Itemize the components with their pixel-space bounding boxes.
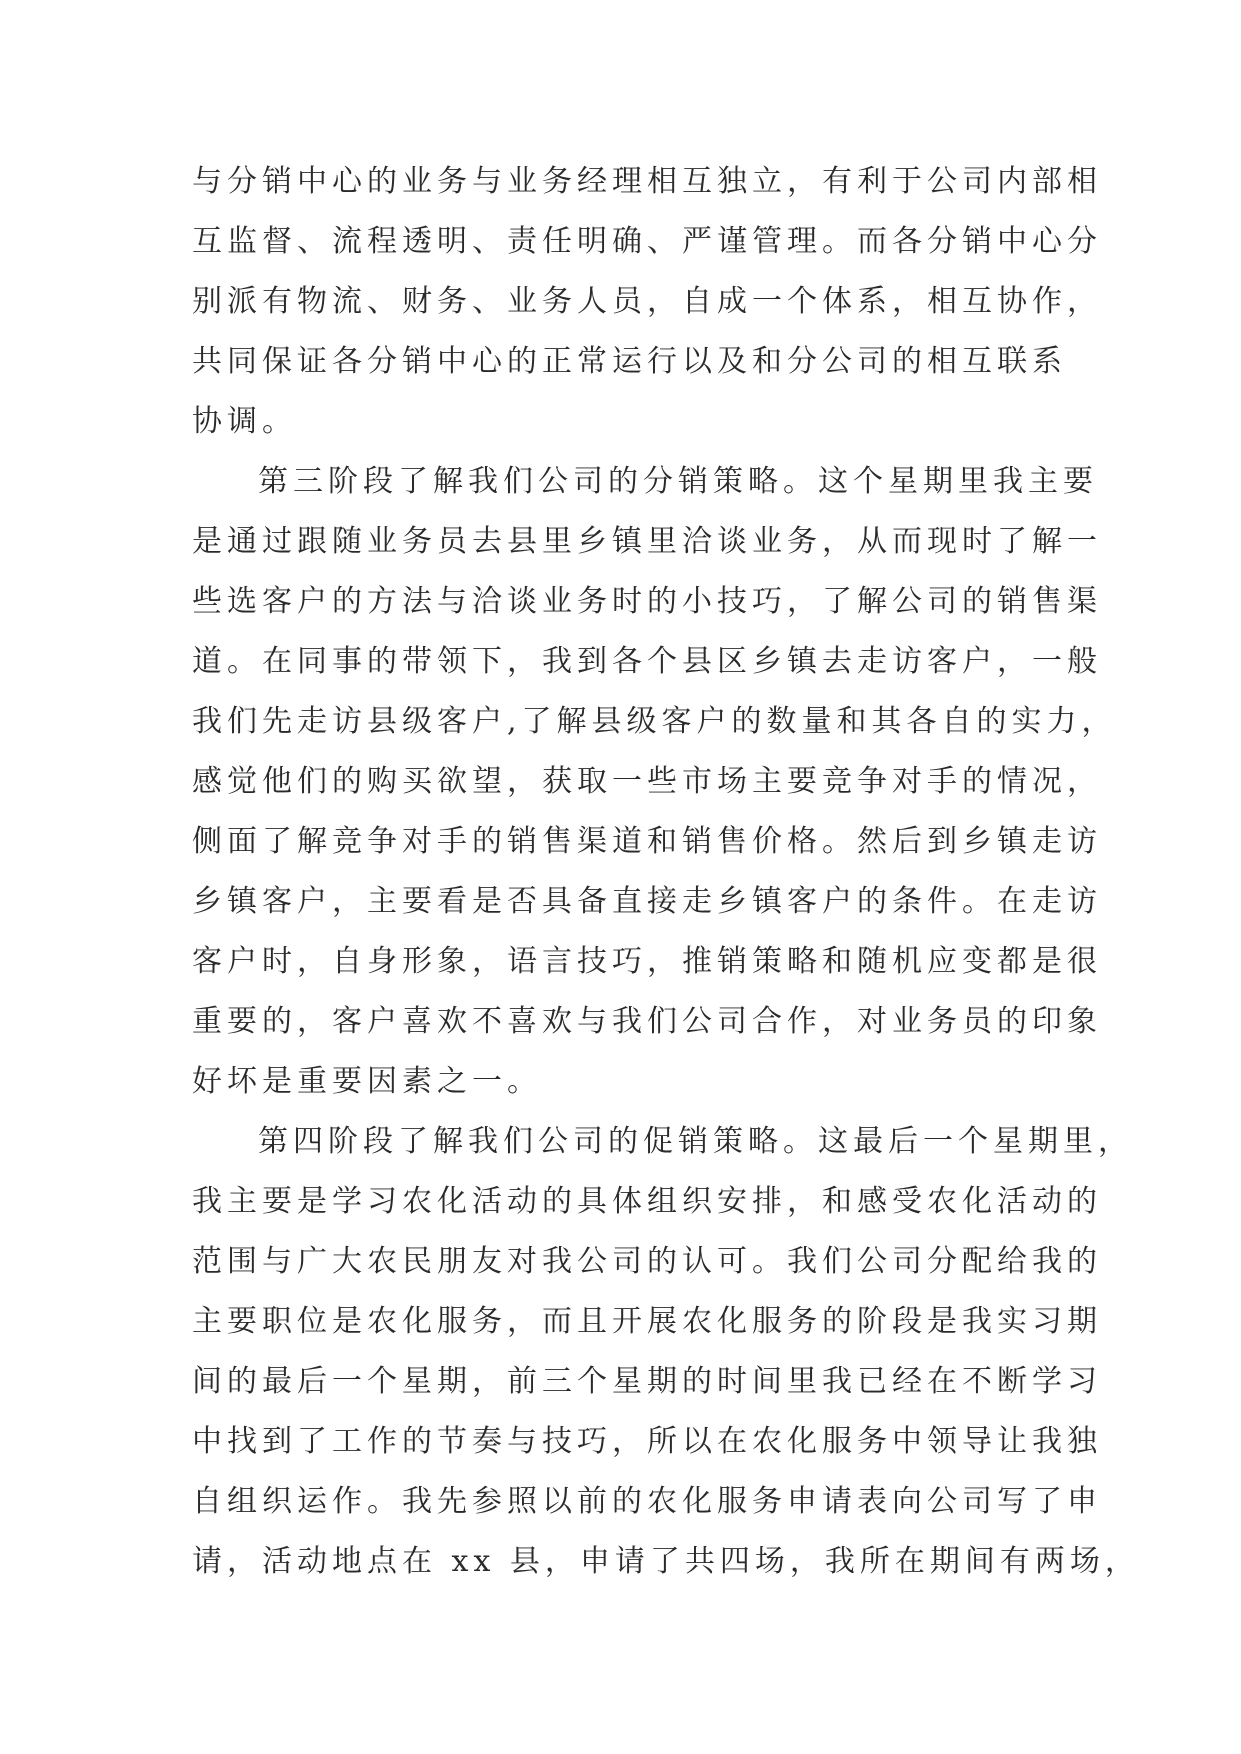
text-line: 侧面了解竞争对手的销售渠道和销售价格。然后到乡镇走访: [192, 824, 1102, 859]
text-line: 第三阶段了解我们公司的分销策略。这个星期里我主要: [258, 464, 1098, 499]
text-line: 间的最后一个星期，前三个星期的时间里我已经在不断学习: [192, 1364, 1102, 1399]
text-line: 共同保证各分销中心的正常运行以及和分公司的相互联系: [192, 344, 1067, 379]
text-line: 乡镇客户，主要看是否具备直接走乡镇客户的条件。在走访: [192, 884, 1102, 919]
paragraph: [192, 1112, 1140, 1592]
text-line: 与分销中心的业务与业务经理相互独立，有利于公司内部相: [192, 164, 1102, 199]
text-line: 范围与广大农民朋友对我公司的认可。我们公司分配给我的: [192, 1244, 1102, 1279]
text-line: 别派有物流、财务、业务人员，自成一个体系，相互协作，: [192, 284, 1102, 319]
paragraph: [192, 452, 1117, 1112]
text-line: 自组织运作。我先参照以前的农化服务申请表向公司写了申: [192, 1484, 1102, 1519]
text-line: 我们先走访县级客户,了解县级客户的数量和其各自的实力，: [192, 704, 1117, 739]
text-line: 我主要是学习农化活动的具体组织安排，和感受农化活动的: [192, 1184, 1102, 1219]
text-line: 第四阶段了解我们公司的促销策略。这最后一个星期里，: [258, 1124, 1133, 1159]
text-line: 感觉他们的购买欲望，获取一些市场主要竞争对手的情况，: [192, 764, 1102, 799]
text-line: 主要职位是农化服务，而且开展农化服务的阶段是我实习期: [192, 1304, 1102, 1339]
paragraph: [192, 152, 1102, 452]
text-line: 重要的，客户喜欢不喜欢与我们公司合作，对业务员的印象: [192, 1004, 1102, 1039]
text-line: 些选客户的方法与洽谈业务时的小技巧，了解公司的销售渠: [192, 584, 1102, 619]
text-line: 好坏是重要因素之一。: [192, 1064, 542, 1099]
text-line: 互监督、流程透明、责任明确、严谨管理。而各分销中心分: [192, 224, 1102, 259]
text-line: 协调。: [192, 404, 297, 439]
text-line: 中找到了工作的节奏与技巧，所以在农化服务中领导让我独: [192, 1424, 1102, 1459]
text-line: 客户时，自身形象，语言技巧，推销策略和随机应变都是很: [192, 944, 1102, 979]
body-text: [192, 152, 1140, 1592]
text-line: 是通过跟随业务员去县里乡镇里洽谈业务，从而现时了解一: [192, 524, 1102, 559]
text-line: 请，活动地点在 xx 县，申请了共四场，我所在期间有两场，: [192, 1544, 1140, 1579]
text-line: 道。在同事的带领下，我到各个县区乡镇去走访客户，一般: [192, 644, 1102, 679]
